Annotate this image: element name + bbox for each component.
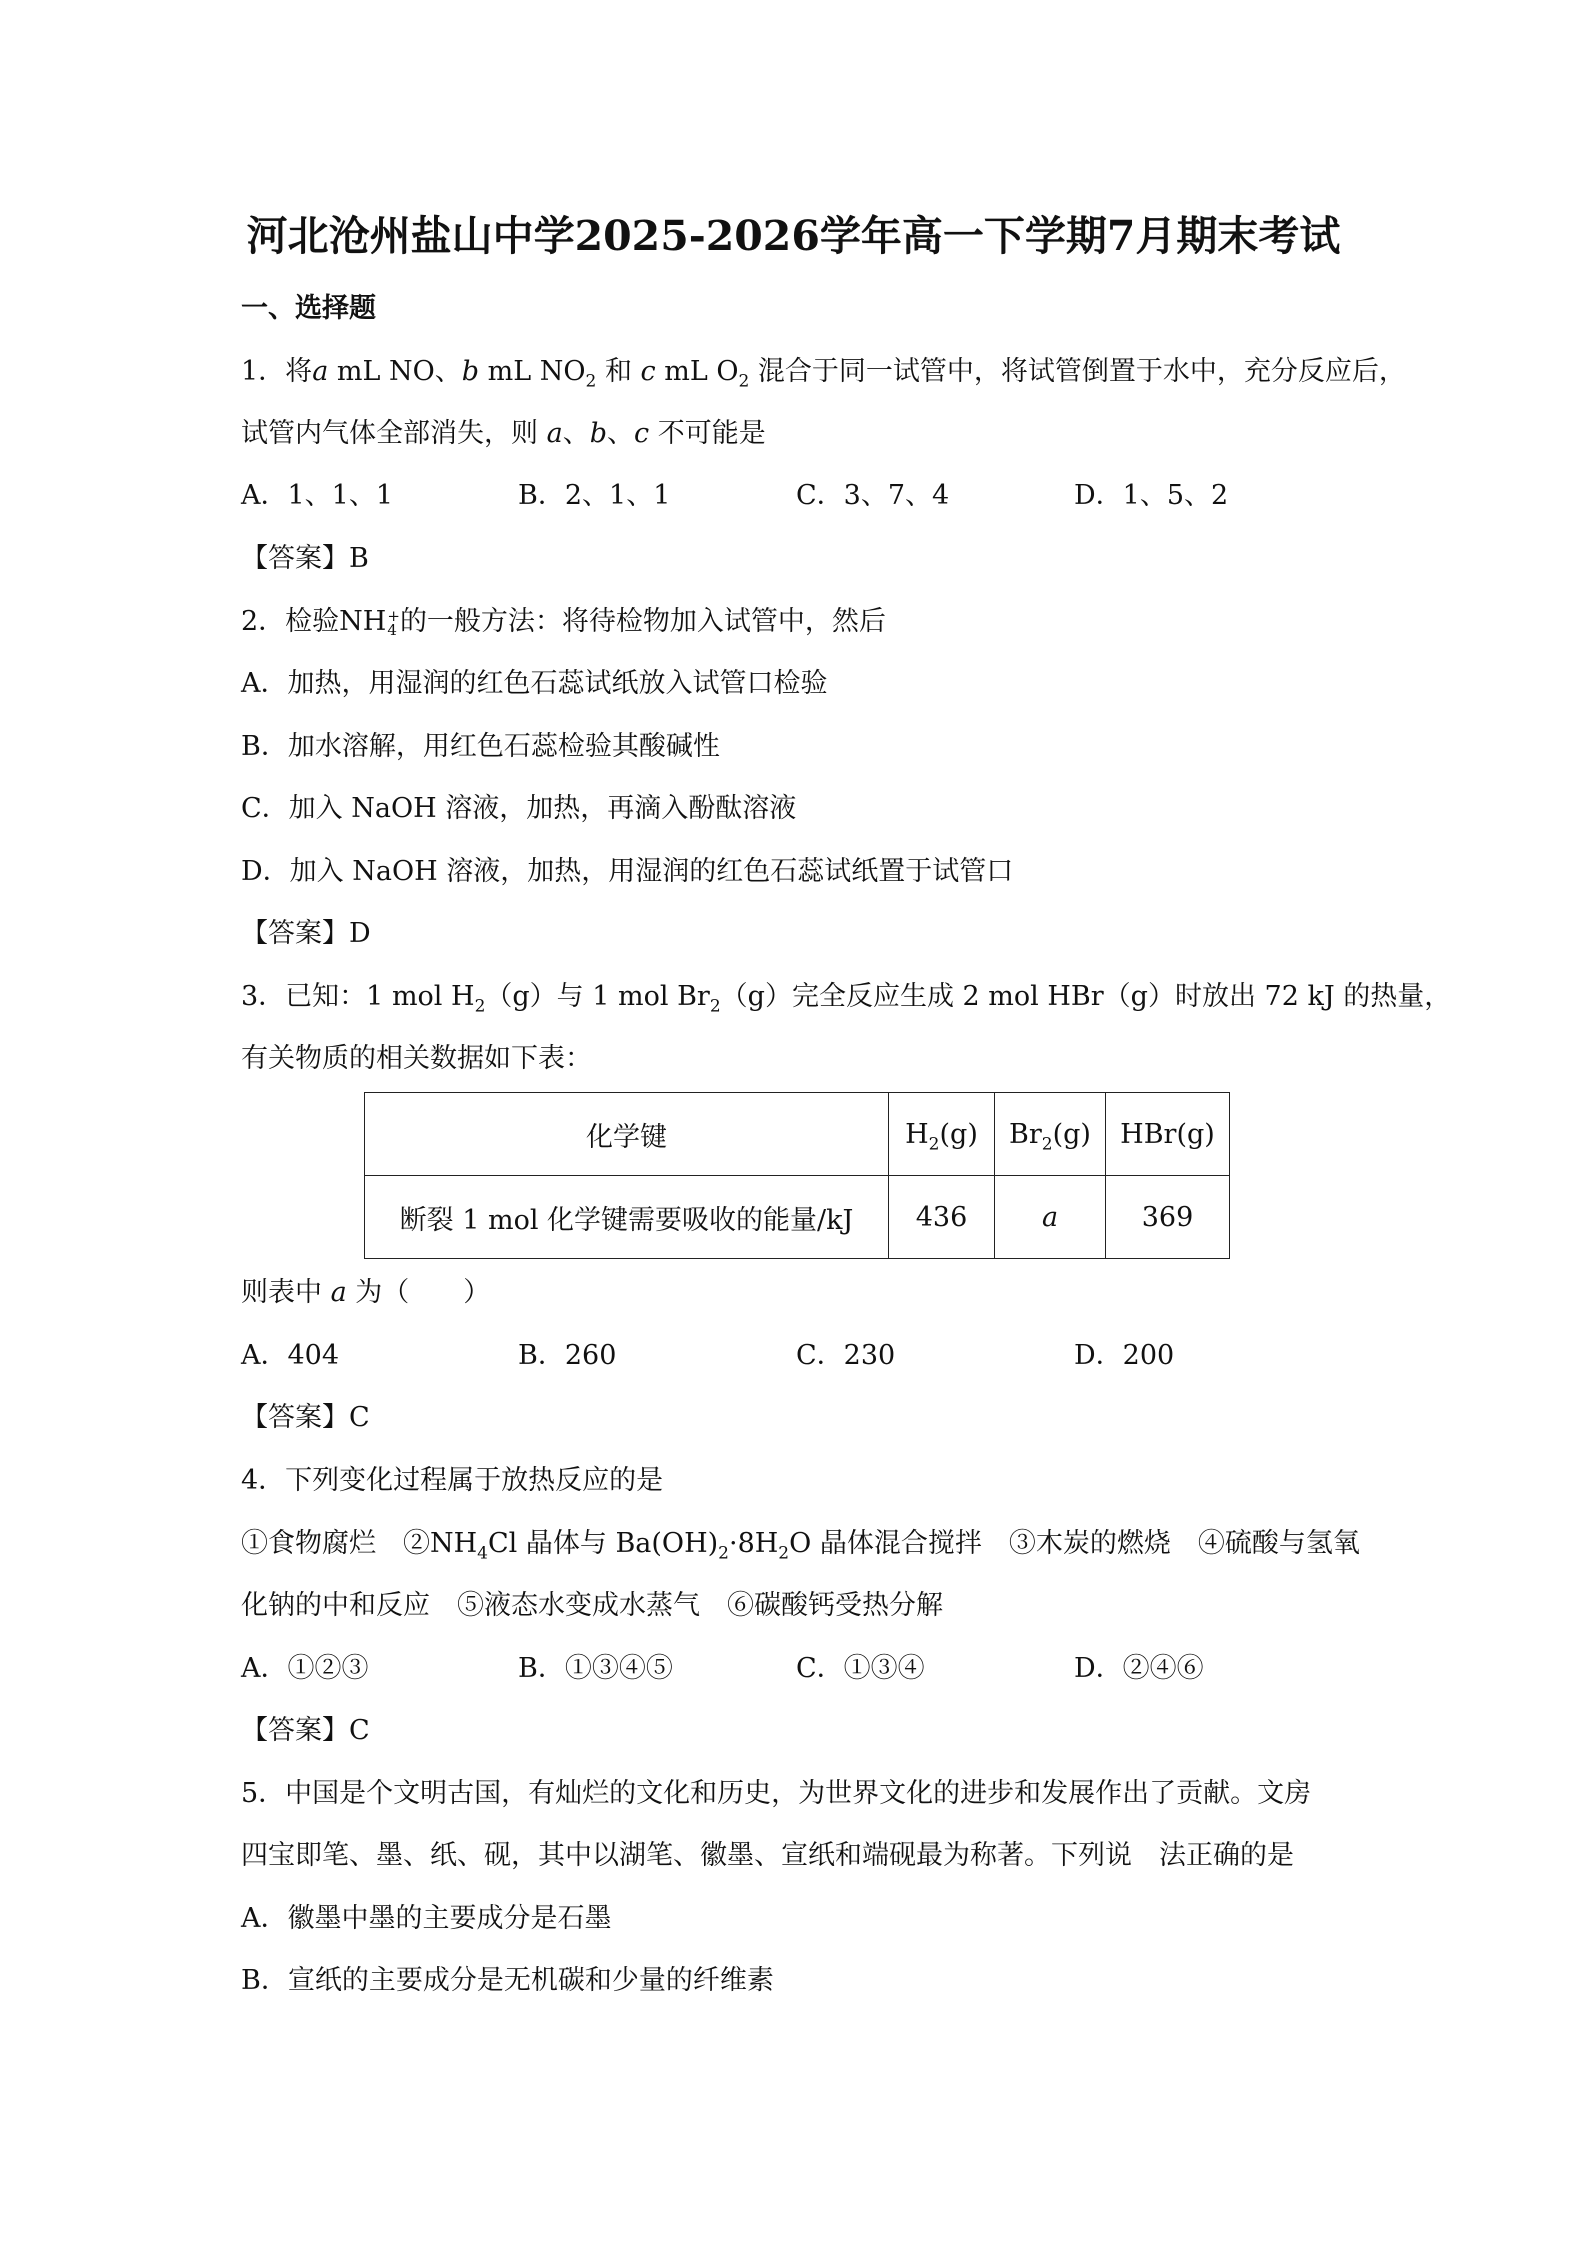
q2-stem: 2．检验NH + 4 的一般方法：将待检物加入试管中，然后 — [241, 606, 886, 639]
q2-option-d: D．加入 NaOH 溶液，加热，用湿润的红色石蕊试纸置于试管口 — [241, 856, 1014, 887]
q5-option-b: B．宣纸的主要成分是无机碳和少量的纤维素 — [241, 1965, 774, 1996]
table-header-row — [365, 1093, 1230, 1176]
q3-option-a: A．404 — [241, 1340, 340, 1371]
bond-energy-table — [364, 1092, 1230, 1259]
table-cell: a — [995, 1176, 1106, 1259]
q3-answer: 【答案】C — [241, 1402, 370, 1433]
page-title: 河北沧州盐山中学2025-2026学年高一下学期7月期末考试 — [246, 212, 1341, 260]
q4-stem: 4．下列变化过程属于放热反应的是 — [241, 1465, 664, 1496]
q4-option-d: D．②④⑥ — [1074, 1653, 1204, 1684]
q2-option-c: C．加入 NaOH 溶液，加热，再滴入酚酞溶液 — [241, 793, 797, 824]
q1-option-a: A．1、1、1 — [241, 480, 394, 511]
table-header-cell: $Br_2(g)$ — [995, 1093, 1106, 1176]
q4-items-line1: ①食物腐烂 $②NH_4Cl$ 晶体与 $Ba(OH)_2\cdot 8H_2O$ 晶体混合搅拌 ③木炭的燃烧 ④硫酸与氢氧 — [241, 1528, 1360, 1564]
q2-option-a: A．加热，用湿润的红色石蕊试纸放入试管口检验 — [241, 668, 828, 699]
table-header-cell: 化学键 — [365, 1093, 889, 1176]
table-cell: 断裂 1 mol 化学键需要吸收的能量/kJ — [365, 1176, 889, 1259]
q1-option-d: D．1、5、2 — [1074, 480, 1229, 511]
q3-question: 则表中 a 为（ ） — [241, 1277, 491, 1308]
q3-option-d: D．200 — [1074, 1340, 1175, 1371]
q5-stem-line1: 5．中国是个文明古国，有灿烂的文化和历史，为世界文化的进步和发展作出了贡献。文房 — [241, 1778, 1312, 1809]
q3-stem-line1: 3．已知：1 mol $H_2(g)$与 1 mol $Br_2(g)$完全反应生成 2 mol HBr（g）时放出 72 kJ 的热量， — [241, 981, 1452, 1017]
table-cell: 436 — [889, 1176, 995, 1259]
q3-option-c: C．230 — [796, 1340, 896, 1371]
q3-stem-line2: 有关物质的相关数据如下表： — [241, 1043, 592, 1074]
table-header-cell: $H_2(g)$ — [889, 1093, 995, 1176]
q3-option-b: B．260 — [518, 1340, 617, 1371]
table-row — [365, 1176, 1230, 1259]
q5-option-a: A．徽墨中墨的主要成分是石墨 — [241, 1903, 612, 1934]
q1-stem-line2: 试管内气体全部消失，则 a、b、c 不可能是 — [241, 418, 766, 449]
q4-option-a: A．①②③ — [241, 1653, 369, 1684]
q1-stem-line1: 1．将a mL NO、b mL $NO_2$ 和 c mL $O_2$ 混合于同一试管中，将试管倒置于水中，充分反应后， — [241, 356, 1406, 392]
q1-answer: 【答案】B — [241, 543, 369, 574]
q4-items-line2: 化钠的中和反应 ⑤液态水变成水蒸气 ⑥碳酸钙受热分解 — [241, 1590, 943, 1621]
q1-option-b: B．2、1、1 — [518, 480, 671, 511]
q4-option-c: C．①③④ — [796, 1653, 925, 1684]
q5-stem-line2: 四宝即笔、墨、纸、砚，其中以湖笔、徽墨、宣纸和端砚最为称著。下列说 法正确的是 — [241, 1840, 1294, 1871]
table-cell: 369 — [1106, 1176, 1230, 1259]
table-header-cell: HBr(g) — [1106, 1093, 1230, 1176]
q2-option-b: B．加水溶解，用红色石蕊检验其酸碱性 — [241, 731, 720, 762]
q2-answer: 【答案】D — [241, 918, 371, 949]
q4-answer: 【答案】C — [241, 1715, 370, 1746]
q4-option-b: B．①③④⑤ — [518, 1653, 673, 1684]
section-heading: 一、选择题 — [241, 293, 376, 324]
q1-option-c: C．3、7、4 — [796, 480, 950, 511]
